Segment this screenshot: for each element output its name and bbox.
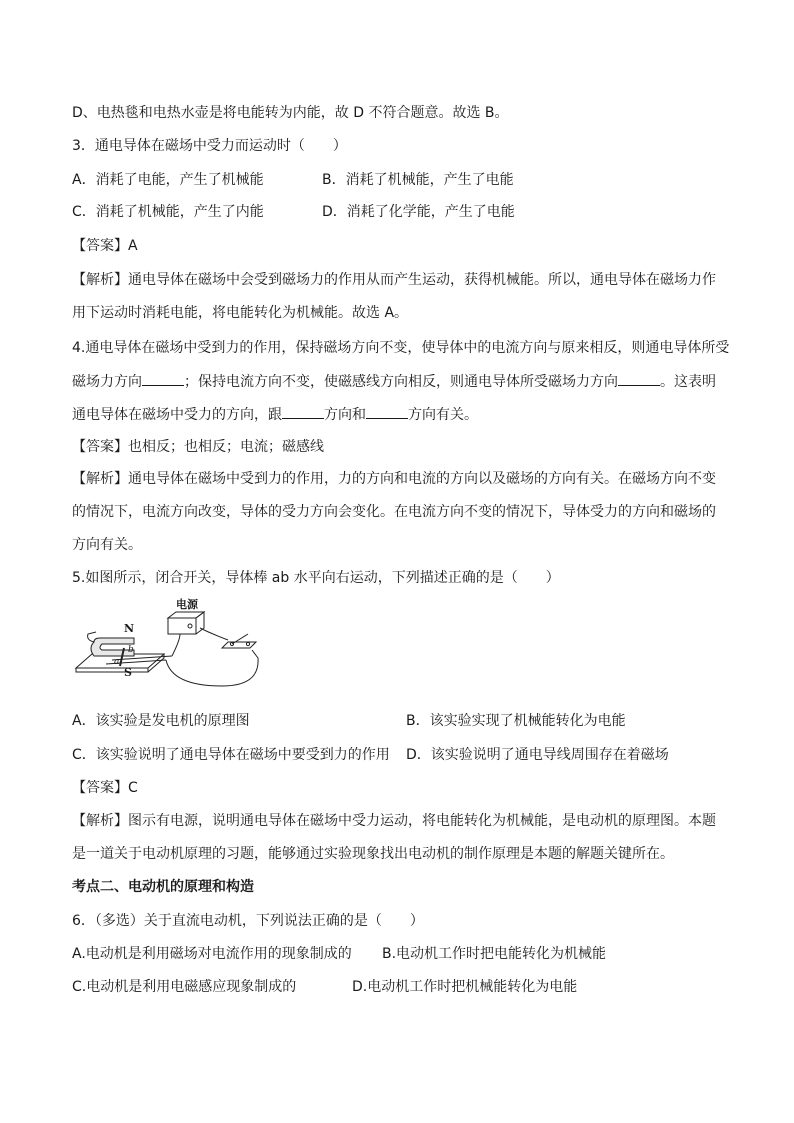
q4-analysis-line-3: 方向有关。 [72, 537, 142, 553]
power-box-side [196, 612, 204, 634]
rod-a-label: a [114, 657, 120, 667]
q2-tail-text: D、电热毯和电热水壶是将电能转为内能，故 D 不符合题意。故选 B。 [72, 105, 509, 121]
q4-blank-2 [618, 371, 660, 386]
q5-option-a: A．该实验是发电机的原理图 [72, 713, 250, 729]
q4-blank-4 [366, 404, 408, 419]
q6-option-b: B.电动机工作时把电能转化为机械能 [382, 946, 607, 962]
q4-answer: 【答案】也相反；也相反；电流；磁感线 [72, 439, 324, 455]
q4-stem-line-3 [72, 404, 478, 425]
q3-analysis-line-2: 用下运动时消耗电能，将电能转化为机械能。故选 A。 [72, 305, 409, 321]
q4-analysis-line-1: 【解析】通电导体在磁场中受到力的作用，力的方向和电流的方向以及磁场的方向有关。在磁场方向不变 [72, 471, 716, 487]
q3-answer: 【答案】A [72, 238, 138, 254]
q3-option-a: A．消耗了电能，产生了机械能 [72, 172, 264, 188]
q4-stem-text: 方向有关。 [408, 407, 478, 423]
switch-base [222, 642, 256, 648]
wire-to-switch [200, 628, 228, 640]
q4-stem-text: 通电导体在磁场中受力的方向，跟 [72, 407, 282, 423]
q4-blank-3 [282, 404, 324, 419]
q4-blank-1 [142, 371, 184, 386]
power-label: 电源 [176, 598, 198, 611]
q6-option-c: C.电动机是利用电磁感应现象制成的 [72, 979, 297, 995]
q4-stem-line-2 [72, 371, 716, 392]
magnet-s-label: S [124, 666, 132, 679]
q5-answer: 【答案】C [72, 780, 138, 796]
q4-stem-text: 方向和 [324, 407, 366, 423]
wire-to-power [172, 634, 180, 656]
q4-analysis-line-2: 的情况下，电流方向改变，导体的受力方向会变化。在电流方向不变的情况下，导体受力的方向和磁场的 [72, 504, 716, 520]
q4-stem-text: 。这表明 [660, 374, 716, 390]
q5-option-d: D．该实验说明了通电导线周围存在着磁场 [406, 747, 669, 763]
q5-analysis-line-2: 是一道关于电动机原理的习题，能够通过实验现象找出电动机的制作原理是本题的解题关键所在。 [72, 846, 674, 862]
q5-option-b: B．该实验实现了机械能转化为电能 [406, 713, 626, 729]
q3-option-d: D．消耗了化学能，产生了电能 [322, 204, 515, 220]
section-2-title: 考点二、电动机的原理和构造 [72, 879, 254, 895]
q6-option-a: A.电动机是利用磁场对电流作用的现象制成的 [72, 946, 352, 962]
magnet-n-label: N [124, 622, 135, 635]
power-box-top [168, 612, 204, 618]
q6-stem: 6．（多选）关于直流电动机，下列说法正确的是（ ） [72, 913, 424, 929]
q4-stem-text: ；保持电流方向不变，使磁感线方向相反，则通电导体所受磁场力方向 [184, 374, 618, 390]
q3-analysis-line-1: 【解析】通电导体在磁场中会受到磁场力的作用从而产生运动，获得机械能。所以，通电导体在磁场力作 [72, 272, 716, 288]
power-terminal [188, 624, 192, 628]
q6-option-d: D.电动机工作时把机械能转化为电能 [352, 979, 578, 995]
q3-option-c: C．消耗了机械能，产生了内能 [72, 204, 264, 220]
wire-return [166, 650, 258, 686]
base-board-edge [76, 668, 148, 672]
q5-stem: 5.如图所示，闭合开关，导体棒 ab 水平向右运动，下列描述正确的是（ ） [72, 570, 560, 586]
q5-analysis-line-1: 【解析】图示有电源，说明通电导体在磁场中受力运动，将电能转化为机械能，是电动机的原理图。本题 [72, 813, 716, 829]
switch-contact [246, 642, 249, 645]
rod-b-label: b [128, 645, 134, 655]
q3-option-b: B．消耗了机械能，产生了电能 [322, 172, 514, 188]
q4-stem-line-1: 4.通电导体在磁场中受到力的作用，保持磁场方向不变，使导体中的电流方向与原来相反，则通电导体所受 [72, 340, 730, 356]
motor-experiment-diagram [72, 598, 272, 690]
q3-stem: 3．通电导体在磁场中受力而运动时（ ） [72, 138, 347, 154]
q5-option-c: C．该实验说明了通电导体在磁场中要受到力的作用 [72, 747, 390, 763]
q4-stem-text: 磁场力方向 [72, 374, 142, 390]
